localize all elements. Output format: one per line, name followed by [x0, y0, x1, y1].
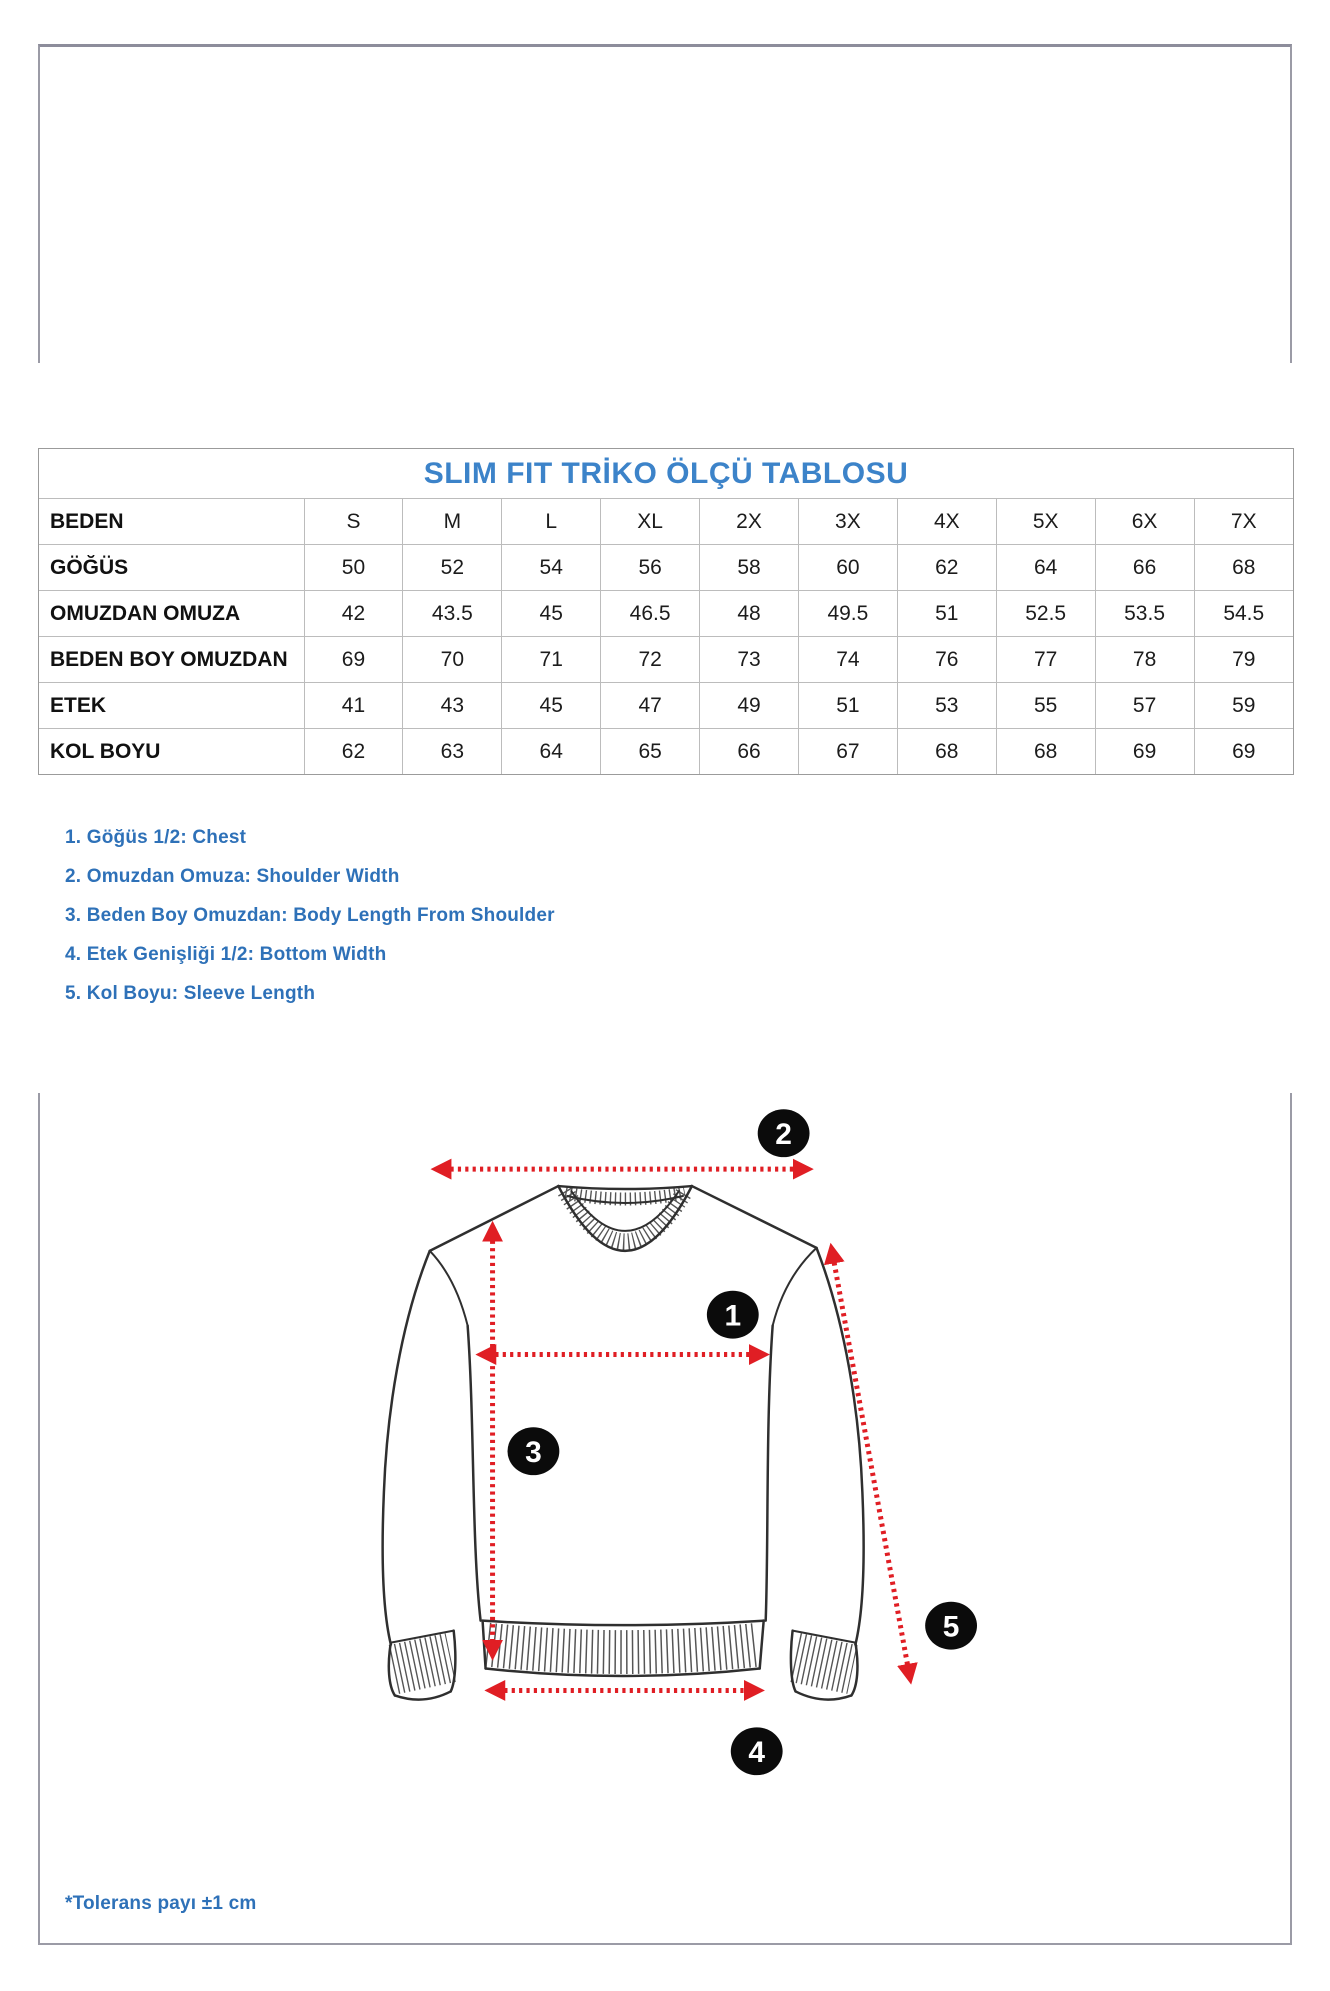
size-value-cell: 67 — [798, 729, 897, 775]
badge-4-number: 4 — [748, 1736, 766, 1770]
size-value-cell: 52.5 — [996, 591, 1095, 637]
size-value-cell: 76 — [897, 637, 996, 683]
size-value-cell: 48 — [700, 591, 799, 637]
size-value-cell: 60 — [798, 545, 897, 591]
size-value-cell: 45 — [502, 591, 601, 637]
row-label: GÖĞÜS — [39, 545, 304, 591]
badge-2-number: 2 — [775, 1118, 792, 1152]
table-row — [39, 499, 1293, 545]
row-label: OMUZDAN OMUZA — [39, 591, 304, 637]
size-value-cell: 45 — [502, 683, 601, 729]
size-value-cell: 54.5 — [1194, 591, 1293, 637]
size-value-cell: 53 — [897, 683, 996, 729]
badge-1-number: 1 — [724, 1299, 742, 1333]
size-value-cell: 62 — [304, 729, 403, 775]
badge-3-number: 3 — [525, 1436, 542, 1470]
size-value-cell: 71 — [502, 637, 601, 683]
size-value-cell: M — [403, 499, 502, 545]
size-value-cell: 73 — [700, 637, 799, 683]
size-value-cell: 51 — [897, 591, 996, 637]
size-value-cell: 41 — [304, 683, 403, 729]
size-value-cell: 77 — [996, 637, 1095, 683]
size-value-cell: 43.5 — [403, 591, 502, 637]
row-label: ETEK — [39, 683, 304, 729]
size-value-cell: 74 — [798, 637, 897, 683]
size-value-cell: XL — [601, 499, 700, 545]
badge-4 — [731, 1727, 783, 1775]
size-value-cell: 79 — [1194, 637, 1293, 683]
legend-item: 3. Beden Boy Omuzdan: Body Length From Shoulder — [65, 904, 555, 926]
size-value-cell: 63 — [403, 729, 502, 775]
size-diagram — [40, 1093, 1290, 1943]
size-table-body — [39, 499, 1293, 774]
table-row — [39, 545, 1293, 591]
size-value-cell: 69 — [304, 637, 403, 683]
legend-item: 2. Omuzdan Omuza: Shoulder Width — [65, 865, 400, 887]
badge-5-number: 5 — [942, 1610, 960, 1644]
size-value-cell: 42 — [304, 591, 403, 637]
badge-2 — [758, 1109, 810, 1157]
size-value-cell: 64 — [996, 545, 1095, 591]
row-label: BEDEN — [39, 499, 304, 545]
size-value-cell: 49.5 — [798, 591, 897, 637]
legend-item: 5. Kol Boyu: Sleeve Length — [65, 982, 316, 1004]
size-value-cell: 57 — [1095, 683, 1194, 729]
measurement-legend — [65, 818, 555, 1013]
size-value-cell: 51 — [798, 683, 897, 729]
legend-item: 4. Etek Genişliği 1/2: Bottom Width — [65, 943, 387, 965]
size-value-cell: 7X — [1194, 499, 1293, 545]
size-value-cell: 43 — [403, 683, 502, 729]
measurement-diagram-frame — [38, 1093, 1292, 1945]
size-value-cell: 52 — [403, 545, 502, 591]
size-table-grid — [39, 499, 1293, 774]
size-value-cell: 58 — [700, 545, 799, 591]
size-value-cell: 5X — [996, 499, 1095, 545]
size-value-cell: 53.5 — [1095, 591, 1194, 637]
size-table — [38, 448, 1294, 775]
size-table-title: SLIM FIT TRİKO ÖLÇÜ TABLOSU — [39, 449, 1293, 499]
size-value-cell: 78 — [1095, 637, 1194, 683]
size-value-cell: 72 — [601, 637, 700, 683]
size-value-cell: 54 — [502, 545, 601, 591]
badge-5 — [925, 1602, 977, 1650]
arrow-sleeve-length — [831, 1248, 910, 1680]
badge-3 — [508, 1427, 560, 1475]
size-value-cell: 66 — [700, 729, 799, 775]
size-value-cell: 4X — [897, 499, 996, 545]
size-value-cell: 68 — [996, 729, 1095, 775]
size-value-cell: 3X — [798, 499, 897, 545]
sweater-drawing — [383, 1186, 864, 1700]
size-value-cell: 66 — [1095, 545, 1194, 591]
table-row — [39, 729, 1293, 775]
size-value-cell: 6X — [1095, 499, 1194, 545]
size-value-cell: 46.5 — [601, 591, 700, 637]
size-value-cell: 64 — [502, 729, 601, 775]
size-value-cell: 55 — [996, 683, 1095, 729]
size-value-cell: 2X — [700, 499, 799, 545]
size-value-cell: 49 — [700, 683, 799, 729]
size-value-cell: 70 — [403, 637, 502, 683]
size-value-cell: 69 — [1194, 729, 1293, 775]
table-row — [39, 591, 1293, 637]
size-value-cell: 65 — [601, 729, 700, 775]
tolerance-note: *Tolerans payı ±1 cm — [65, 1893, 257, 1914]
size-value-cell: 69 — [1095, 729, 1194, 775]
table-row — [39, 637, 1293, 683]
size-value-cell: L — [502, 499, 601, 545]
size-value-cell: 56 — [601, 545, 700, 591]
header-image-placeholder — [38, 44, 1292, 363]
size-value-cell: 50 — [304, 545, 403, 591]
size-value-cell: S — [304, 499, 403, 545]
size-value-cell: 59 — [1194, 683, 1293, 729]
badge-1 — [707, 1291, 759, 1339]
legend-item: 1. Göğüs 1/2: Chest — [65, 826, 247, 848]
size-value-cell: 68 — [1194, 545, 1293, 591]
size-value-cell: 68 — [897, 729, 996, 775]
row-label: KOL BOYU — [39, 729, 304, 775]
table-row — [39, 683, 1293, 729]
row-label: BEDEN BOY OMUZDAN — [39, 637, 304, 683]
size-value-cell: 47 — [601, 683, 700, 729]
size-value-cell: 62 — [897, 545, 996, 591]
